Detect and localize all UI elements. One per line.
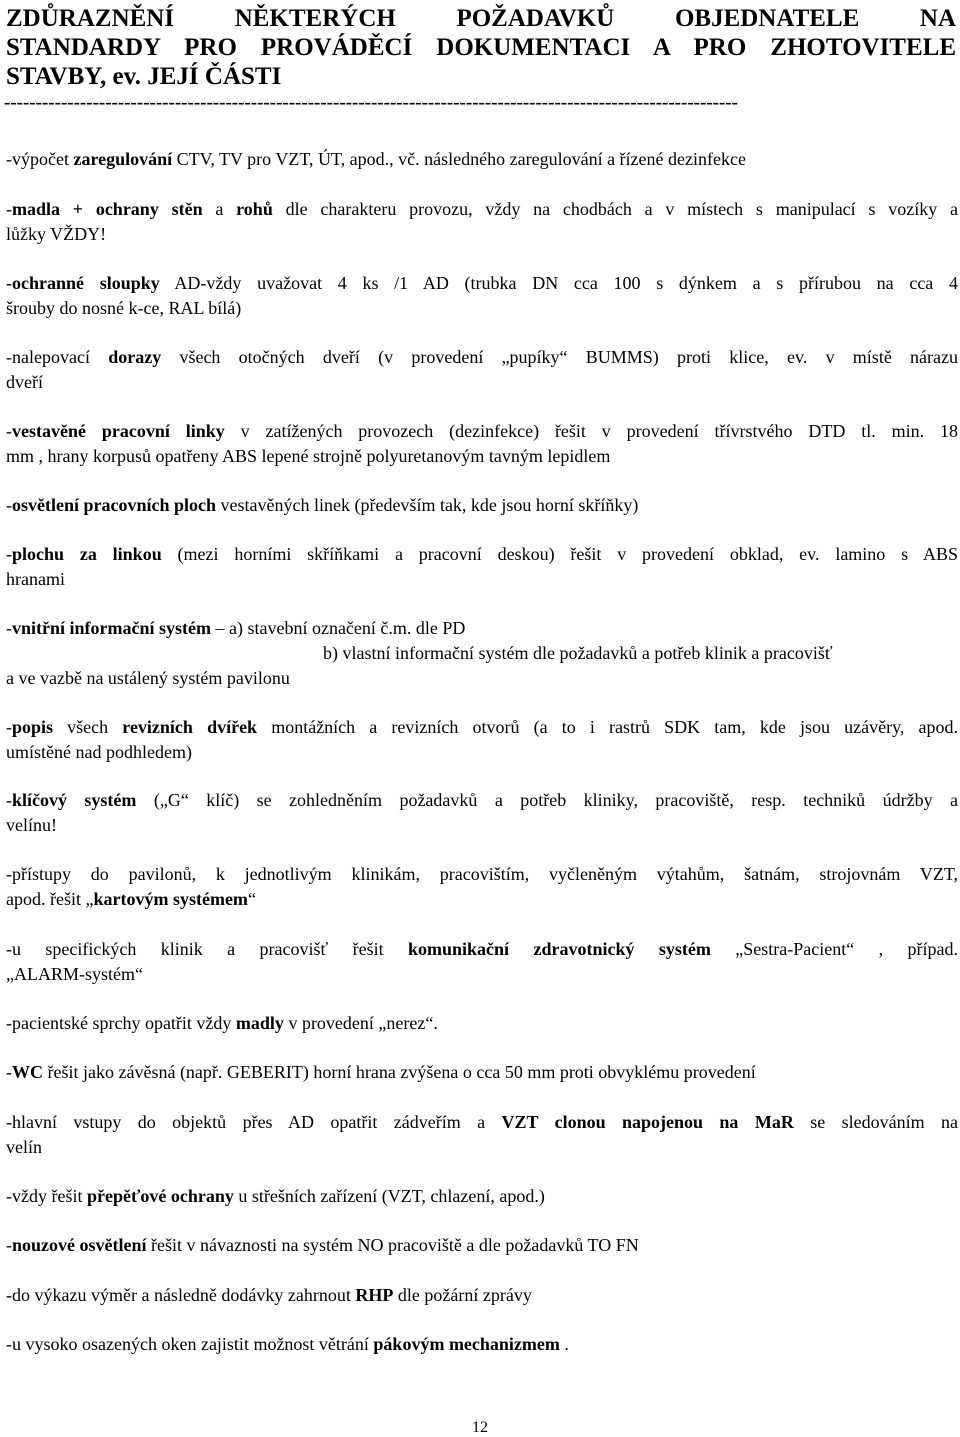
bold-term: klíčový systém bbox=[12, 790, 137, 810]
bold-term: WC bbox=[12, 1062, 43, 1082]
bold-term: madly bbox=[235, 1013, 284, 1033]
bold-term: VZT clonou napojenou na MaR bbox=[501, 1112, 794, 1132]
title-line-2: STANDARDY PRO PROVÁDĚCÍ DOKUMENTACI A PRO ZHOTOVITELE bbox=[6, 34, 956, 61]
requirement-item: -popis všech revizních dvířek montážních a revizních otvorů (a to i rastrů SDK tam, kde jsou uzávěry, apod. umístěné nad podhledem) bbox=[6, 717, 959, 762]
requirement-item: -do výkazu výměr a následně dodávky zahrnout RHP dle požární zprávy bbox=[6, 1285, 532, 1305]
bold-term: RHP bbox=[355, 1285, 394, 1305]
requirement-item: -nouzové osvětlení řešit v návaznosti na systém NO pracoviště a dle požadavků TO FN bbox=[6, 1235, 639, 1255]
title-line-3: STAVBY, ev. JEJÍ ČÁSTI bbox=[6, 63, 282, 90]
title-line-1: ZDŮRAZNĚNÍ NĚKTERÝCH POŽADAVKŮ OBJEDNATELE NA bbox=[6, 5, 956, 32]
requirement-item: -u specifických klinik a pracovišť řešit komunikační zdravotnický systém „Sestra-Pacient“ , případ. „ALARM-systém“ bbox=[6, 939, 958, 984]
page-number: 12 bbox=[472, 1419, 488, 1436]
requirement-item: -hlavní vstupy do objektů přes AD opatřit zádveřím a VZT clonou napojenou na MaR se sledováním na velín bbox=[6, 1112, 958, 1157]
requirement-item: -vždy řešit přepěťové ochrany u střešních zařízení (VZT, chlazení, apod.) bbox=[6, 1186, 545, 1206]
requirement-item: -výpočet zaregulování CTV, TV pro VZT, ÚT, apod., vč. následného zaregulování a řízené dezinfekce bbox=[6, 149, 746, 169]
requirement-item: -madla + ochrany stěn a rohů dle charakteru provozu, vždy na chodbách a v místech s manipulací s vozíky a lůžky VŽDY! bbox=[6, 199, 958, 244]
requirement-item: -vestavěné pracovní linky v zatížených provozech (dezinfekce) řešit v provedení třívrstvého DTD tl. min. 18 mm , hrany korpusů opatřeny ABS lepené strojně polyuretanovým tavným lepidlem bbox=[6, 421, 958, 466]
bold-term: komunikační zdravotnický systém bbox=[408, 939, 711, 959]
requirement-item: -nalepovací dorazy všech otočných dveří (v provedení „pupíky“ BUMMS) proti klice, ev. v místě nárazu dveří bbox=[6, 347, 959, 392]
requirement-item: -přístupy do pavilonů, k jednotlivým klinikám, pracovištím, vyčleněným výtahům, šatnám, strojovnám VZT, apod. řešit „kartovým systémem“ bbox=[6, 864, 958, 909]
bold-term: přepěťové ochrany bbox=[86, 1186, 234, 1206]
requirement-item: -vnitřní informační systém – a) stavební označení č.m. dle PD b) vlastní informační systém dle požadavků a potřeb klinik a pracovišť a ve vazbě na ustálený systém pavilonu bbox=[6, 618, 833, 688]
bold-term: zaregulování bbox=[73, 149, 173, 169]
bold-term: nouzové osvětlení bbox=[12, 1235, 147, 1255]
bold-term: dorazy bbox=[108, 347, 162, 367]
document-title bbox=[6, 4, 956, 91]
requirement-item: -pacientské sprchy opatřit vždy madly v provedení „nerez“. bbox=[6, 1013, 438, 1033]
bold-term: ochranné sloupky bbox=[12, 273, 160, 293]
bold-term: revizních dvířek bbox=[122, 717, 258, 737]
requirement-item: -klíčový systém („G“ klíč) se zohledněním požadavků a potřeb kliniky, pracoviště, resp. techniků údržby a velínu! bbox=[6, 790, 958, 835]
bold-term: rohů bbox=[236, 199, 273, 219]
separator-line: -------------------------------------------------------------------------------------------------------------------- bbox=[4, 92, 738, 113]
bold-term: popis bbox=[12, 717, 54, 737]
requirement-item: -osvětlení pracovních ploch vestavěných linek (především tak, kde jsou horní skříňky) bbox=[6, 495, 639, 515]
requirement-item: -plochu za linkou (mezi horními skříňkami a pracovní deskou) řešit v provedení obklad, ev. lamino s ABS hranami bbox=[6, 544, 958, 589]
bold-term: plochu za linkou bbox=[12, 544, 162, 564]
bold-term: vnitřní informační systém bbox=[12, 618, 211, 638]
requirement-item: -WC řešit jako závěsná (např. GEBERIT) horní hrana zvýšena o cca 50 mm proti obvyklému provedení bbox=[6, 1062, 756, 1082]
requirement-item: -u vysoko osazených oken zajistit možnost větrání pákovým mechanizmem . bbox=[6, 1334, 569, 1354]
bold-term: madla + ochrany stěn bbox=[12, 199, 203, 219]
requirement-item: -ochranné sloupky AD-vždy uvažovat 4 ks /1 AD (trubka DN cca 100 s dýnkem a s přírubou na cca 4 šrouby do nosné k-ce, RAL bílá) bbox=[6, 273, 958, 318]
bold-term: osvětlení pracovních ploch bbox=[12, 495, 217, 515]
bold-term: pákovým mechanizmem bbox=[373, 1334, 560, 1354]
bold-term: vestavěné pracovní linky bbox=[12, 421, 225, 441]
bold-term: kartovým systémem bbox=[93, 889, 248, 909]
